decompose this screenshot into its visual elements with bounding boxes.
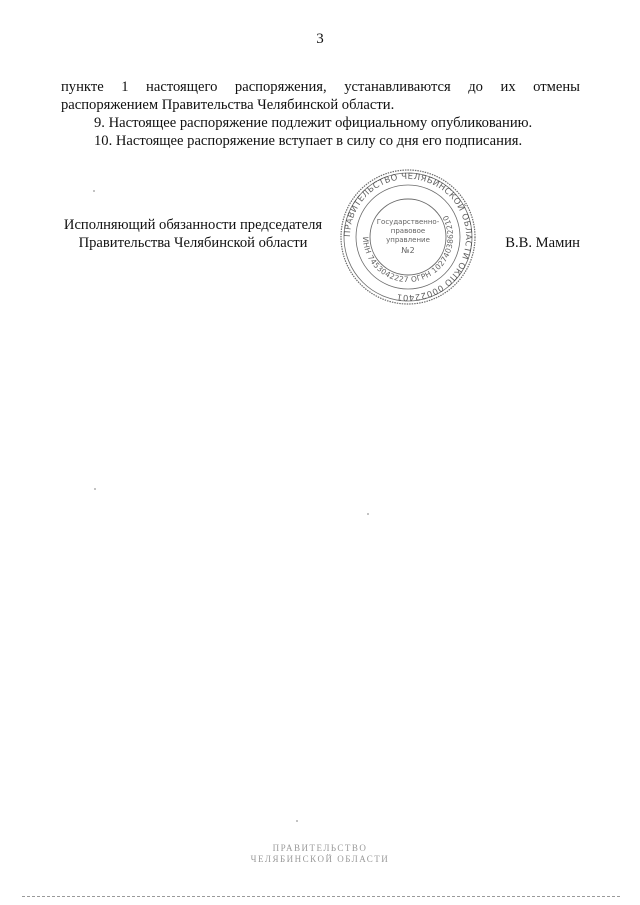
footer-watermark-line1: ПРАВИТЕЛЬСТВО bbox=[272, 843, 368, 853]
signatory-position bbox=[58, 216, 328, 252]
scan-speck bbox=[296, 820, 298, 822]
stamp-center-line2: правовое bbox=[390, 227, 426, 235]
document-body bbox=[61, 78, 580, 150]
stamp-center-line1: Государственно- bbox=[376, 218, 440, 226]
footer-watermark bbox=[0, 843, 640, 865]
stamp-inner-text: ИНН 7453042227 ОГРН 1027403862210 bbox=[360, 213, 456, 285]
paragraph-continuation-end: распоряжением Правительства Челябинской области. bbox=[61, 97, 395, 113]
scan-speck bbox=[367, 513, 369, 515]
footer-watermark-line2: ЧЕЛЯБИНСКОЙ ОБЛАСТИ bbox=[250, 854, 390, 864]
official-seal-stamp bbox=[339, 168, 477, 306]
bottom-divider bbox=[22, 896, 620, 898]
page-number: 3 bbox=[316, 31, 324, 47]
signatory-position-line2: Правительства Челябинской области bbox=[78, 235, 308, 251]
paragraph-item-10: 10. Настоящее распоряжение вступает в силу со дня его подписания. bbox=[94, 133, 523, 149]
scan-speck bbox=[94, 488, 96, 490]
stamp-center-line4: №2 bbox=[401, 246, 415, 255]
paragraph-item-9: 9. Настоящее распоряжение подлежит официальному опубликованию. bbox=[94, 115, 533, 131]
stamp-outer-text: ПРАВИТЕЛЬСТВО ЧЕЛЯБИНСКОЙ ОБЛАСТИ ОКПО 00022401 bbox=[342, 171, 474, 303]
stamp-center-line3: управление bbox=[386, 236, 430, 244]
scan-speck bbox=[93, 190, 95, 192]
signatory-position-line1: Исполняющий обязанности председателя bbox=[63, 217, 323, 233]
paragraph-continuation: пункте 1 настоящего распоряжения, устанавливаются до их отмены bbox=[61, 79, 580, 95]
signatory-name: В.В. Мамин bbox=[505, 235, 580, 251]
